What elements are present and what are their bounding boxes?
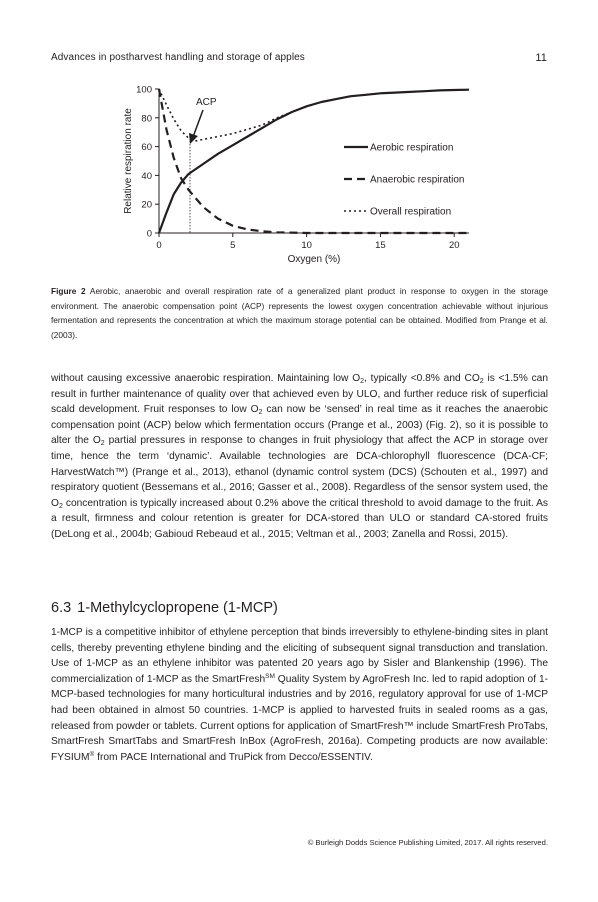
y-tick-label: 60 xyxy=(141,142,152,154)
legend-label: Anaerobic respiration xyxy=(370,174,465,186)
text-run: , typically <0.8% and CO xyxy=(364,373,480,384)
subscript: 2 xyxy=(100,440,105,448)
legend-label: Aerobic respiration xyxy=(370,142,454,154)
superscript: ® xyxy=(89,750,95,758)
respiration-chart xyxy=(0,70,598,280)
caption-text: Aerobic, anaerobic and overall respiration rate of a generalized plant product in response to oxygen in the storage environment. The anaerobic compensation point (ACP) represents the lowest oxygen concentration achievable without injurious fermentation and represents the concentration at which the maximum storage potential can be obtained. Modified from Prange et al. (2003). xyxy=(51,286,548,340)
subscript: 2 xyxy=(258,409,263,417)
x-tick-label: 20 xyxy=(448,240,460,251)
x-tick-label: 0 xyxy=(156,240,162,251)
text-run: without causing excessive anaerobic respiration. Maintaining low O xyxy=(51,373,361,384)
x-tick-label: 5 xyxy=(230,240,236,251)
section-number: 6.3 xyxy=(51,600,72,616)
section-heading xyxy=(51,600,548,616)
acp-arrow-head xyxy=(189,133,198,144)
text-run: Quality System by AgroFresh Inc. led to rapid adoption of 1-MCP-based technologies for many horticultural industries and by 2016, regulatory approval for use of 1-MCP had been obtained in almost 50 countries. 1-MCP is applied to harvested fruits in sealed rooms as a gas, released from powder or tablets. Current options for application of SmartFresh™ include SmartFresh ProTabs, SmartFresh SmartTabs and SmartFresh InBox (AgroFresh, 2016a). Competing products are now available: FYSIUM xyxy=(51,673,548,763)
text-run: can now be ‘sensed’ in real time as it reaches the anaerobic compensation point (ACP) below which fermentation occurs (Prange et al., 2003) (Fig. 2), so it is possible to alter the O xyxy=(51,404,548,447)
text-run: partial pressures in response to changes in fruit physiology that affect the ACP in storage over time, hence the term ‘dynamic’. Available technologies are DCA-chlorophyll fluorescence (DCA-CF; HarvestWatch™) (Prange et al., 2013), ethanol (dynamic control system (DCS) (Schouten et al., 1997) and respiratory quotient (Bessemans et al., 2016; Gasser et al., 2008). Regardless of the sensor system used, the O xyxy=(51,435,548,509)
copyright-footer: © Burleigh Dodds Science Publishing Limited, 2017. All rights reserved. xyxy=(307,838,548,847)
superscript: SM xyxy=(265,672,275,680)
text-run: 1-MCP is a competitive inhibitor of ethylene perception that binds irreversibly to ethylene-binding sites in plant cells, thereby preventing ethylene binding and the eliciting of subsequent signal transduction and translation. Use of 1-MCP as an ethylene inhibitor was patented 20 years ago by Sisler and Blankenship (1996). The commercialization of 1-MCP as the SmartFresh xyxy=(51,627,548,685)
x-axis-label: Oxygen (%) xyxy=(287,254,341,265)
text-run: concentration is typically increased about 0.2% above the critical threshold to avoid damage to the fruit. As a result, firmness and colour retention is greater for DCA-stored than ULO or standard CA-stored fruits (DeLong et al., 2004b; Gabioud Rebeaud et al., 2015; Veltman et al., 2003; Zanella and Rossi, 2015). xyxy=(51,497,548,540)
section-title: 1-Methylcyclopropene (1-MCP) xyxy=(77,600,278,616)
legend-label: Overall respiration xyxy=(370,206,452,218)
y-tick-label: 80 xyxy=(141,113,152,125)
text-run: from PACE International and TruPick from Decco/ESSENTIV. xyxy=(94,751,373,763)
running-header xyxy=(51,52,547,68)
y-tick-label: 20 xyxy=(141,199,152,211)
x-tick-label: 10 xyxy=(301,240,312,251)
x-tick-label: 15 xyxy=(375,240,386,251)
subscript: 2 xyxy=(360,378,365,385)
chart-legend xyxy=(344,143,465,218)
page-number: 11 xyxy=(535,52,547,64)
figure-label: Figure 2 xyxy=(51,286,86,296)
body-paragraph xyxy=(51,371,548,543)
running-title: Advances in postharvest handling and storage of apples xyxy=(51,52,305,63)
acp-label: ACP xyxy=(196,97,217,108)
y-tick-label: 0 xyxy=(146,228,152,240)
subscript: 2 xyxy=(479,378,484,385)
body-paragraph xyxy=(51,625,548,765)
y-tick-label: 100 xyxy=(136,84,152,96)
acp-arrow-shaft xyxy=(193,110,203,137)
figure-caption xyxy=(51,284,548,342)
subscript: 2 xyxy=(58,502,63,510)
y-axis-label: Relative respiration rate xyxy=(123,108,134,214)
y-tick-label: 40 xyxy=(141,170,152,182)
text-run: is <1.5% can result in further maintenance of quality over that achieved even by ULO, and further reduce risk of superficial scald development. Fruit responses to low O xyxy=(51,373,548,416)
